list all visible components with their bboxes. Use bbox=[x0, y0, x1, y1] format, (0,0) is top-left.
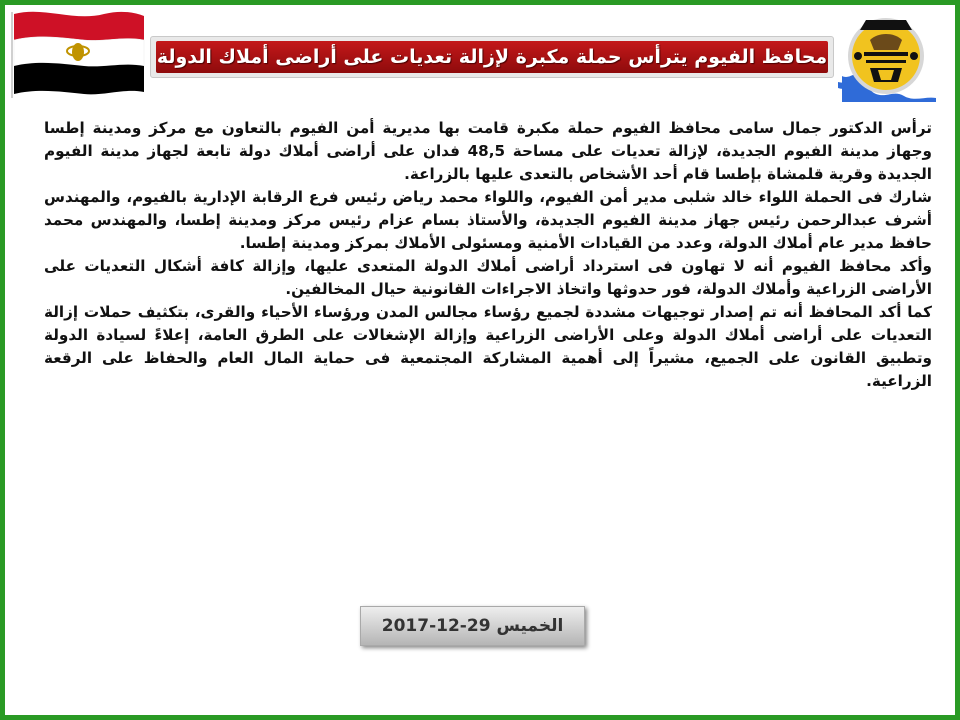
article-paragraph: كما أكد المحافظ أنه تم إصدار توجيهات مشددة لجميع رؤساء مجالس المدن ورؤساء الأحياء والقرى، بتكثيف حملات إزالة التعديات على أراضى أملاك الدولة وعلى الأراضى الزراعية وإزالة الإشغالات على الطرق العامة، إعلاءً لسيادة الدولة وتطبيق القانون على الجميع، مشيراً إلى أهمية المشاركة المجتمعية فى حماية المال العام والحفاظ على الرقعة الزراعية. bbox=[44, 303, 932, 390]
article-paragraph: ترأس الدكتور جمال سامى محافظ الفيوم حملة مكبرة قامت بها مديرية أمن الفيوم بالتعاون مع مركز ومدينة إطسا وجهاز مدينة الفيوم الجديدة، لإزالة تعديات على مساحة 48,5 فدان على أراضى أملاك دولة تابعة لجهاز مدينة الفيوم الجديدة وقرية قلمشاة بإطسا قام أحد الأشخاص بالتعدى عليها بالزراعة. bbox=[44, 119, 932, 183]
article-body bbox=[44, 117, 932, 393]
article-paragraph: وأكد محافظ الفيوم أنه لا تهاون فى استرداد أراضى أملاك الدولة المتعدى عليها، وإزالة كافة أشكال التعديات على الأراضى الزراعية وأملاك الدولة، فور حدوثها واتخاذ الاجراءات القانونية حيال المخالفين. bbox=[44, 257, 932, 298]
date-badge: الخميس 29-12-2017 bbox=[360, 606, 585, 646]
headline-title: محافظ الفيوم يترأس حملة مكبرة لإزالة تعديات على أراضى أملاك الدولة bbox=[156, 46, 828, 68]
egypt-flag-icon bbox=[8, 6, 148, 100]
fayoum-governorate-logo-icon bbox=[836, 10, 942, 102]
article-paragraph: شارك فى الحملة اللواء خالد شلبى مدير أمن الفيوم، واللواء محمد رياض رئيس فرع الرقابة الإدارية بالفيوم، والمهندس أشرف عبدالرحمن رئيس جهاز مدينة الفيوم الجديدة، والأستاذ بسام عزام رئيس مركز ومدينة إطسا، والمهندس محمد حافظ مدير عام أملاك الدولة، وعدد من القيادات الأمنية ومسئولى الأملاك بمركز ومدينة إطسا. bbox=[44, 188, 932, 252]
headline-banner bbox=[150, 36, 834, 78]
